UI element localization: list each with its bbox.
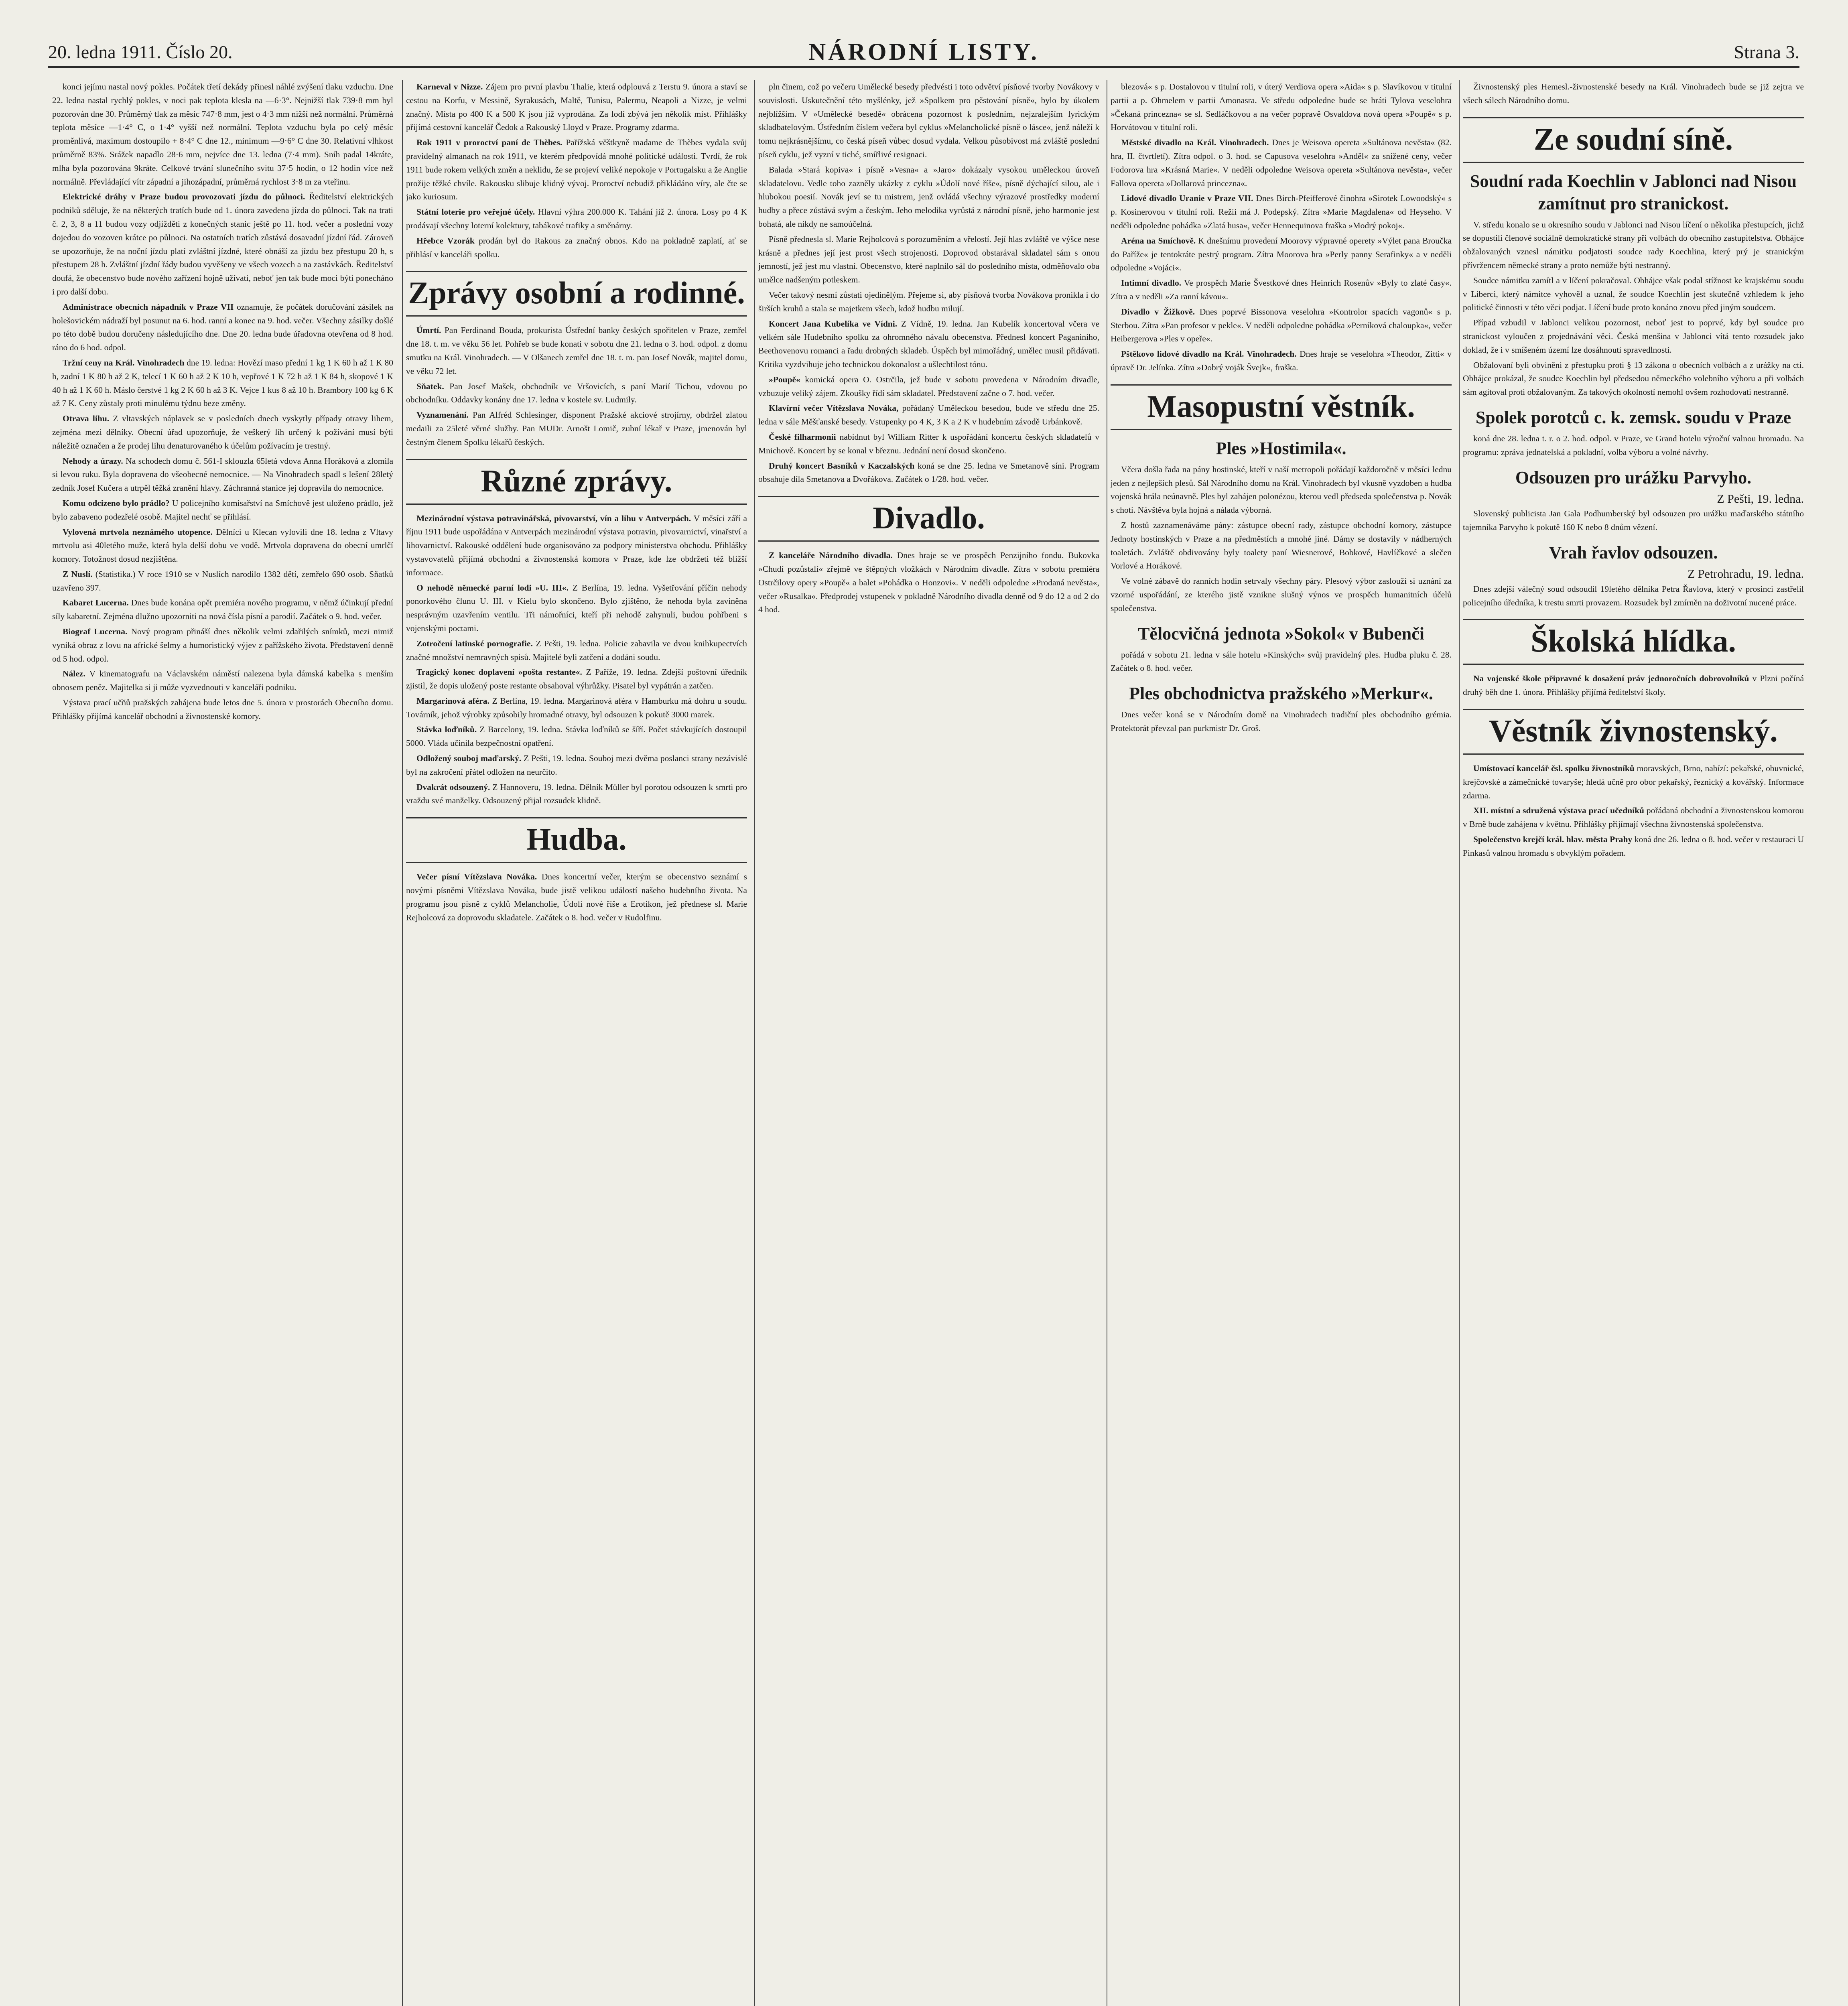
section-heading-school: Školská hlídka.: [1463, 619, 1804, 665]
article: [406, 752, 747, 779]
article-paragraph: Dnes večer koná se v Národním domě na Vinohradech tradiční ples obchodního grémia. Protektorát převzal pan purkmistr Dr. Groš.: [1111, 710, 1452, 733]
article-paragraph: Soudce námitku zamítl a v líčení pokračoval. Obhájce však podal stížnost ke krajskému soudu v Liberci, který námitce vyhověl a uznal, že soudce Koechlin jest skutečně vzhledem k jeho politické činnosti v této věci podjat. Líčení bude proto konáno znovu před jiným soudcem.: [1463, 275, 1804, 313]
article-title: Druhý koncert Basníků v Kaczalských: [769, 461, 915, 471]
article: [1111, 136, 1452, 190]
article: [52, 455, 393, 495]
article-text: Dělníci u Klecan vylovili dne 18. ledna z Vltavy mrtvolu asi 40letého muže, která byla delší dobu ve vodě. Mrtvola dopravena do obecní umrlčí komory. Totožnost dosud nezjištěna.: [52, 527, 393, 564]
column-3: [758, 80, 1099, 2006]
article-text: Dnes bude konána opět premiéra nového programu, v němž účinkují přední síly kabaretní. Zejména dlužno upozorniti na nová čísla písní a parodií. Začátek o 9. hod. večer.: [52, 598, 393, 621]
article-paragraph: Obžalovaní byli obviněni z přestupku proti § 13 zákona o obecních volbách a z urážky na cti. Obhájce prokázal, že soudce Koechlin byl předsedou německého volebního výboru a při volbách sám agitoval proti obžalovaným. Za takových okolností nemohl ovšem rozhodovati nestranně.: [1463, 360, 1804, 397]
article-paragraph: Písně přednesla sl. Marie Rejholcová s porozuměním a vřelostí. Její hlas zvláště ve výšce nese krásně a přednes její jest prost všech strojenosti. Doprovod obstarával skladatel sám s onou jemností, jež jest mu vlastní. Obecenstvo, které naplnilo sál do posledního místa, odměňovalo oba umělce nadšeným potleskem.: [758, 234, 1099, 285]
article: [406, 80, 747, 134]
article-title: Umístovací kancelář čsl. spolku živnostníků: [1473, 763, 1635, 773]
article-text: Pan Josef Mašek, obchodník ve Vršovicích, s paní Marií Tichou, vdovou po obchodníku. Oddavky konány dne 17. ledna v kostele sv. Ludmily.: [406, 381, 747, 405]
page-number: Strana 3.: [1734, 42, 1799, 62]
article-title: Karneval v Nizze.: [416, 82, 483, 91]
article-paragraph: Z hostů zaznamenáváme pány: zástupce obecní rady, zástupce obchodní komory, zástupce Jednoty hostinských v Praze a na předměstích a mnohé jiné. Dámy se dostavily v nádherných toaletách. Zvláště obdivovány byly toalety paní Wiesnerové, Bobkové, Havlíčkové a slečen Vorlové a Horákové.: [1111, 520, 1452, 571]
article: [758, 430, 1099, 458]
article: [1111, 305, 1452, 346]
article-text: koná dne 26. ledna o 8. hod. večer v restauraci U Pinkasů valnou hromadu s obvyklým pořadem.: [1463, 834, 1804, 858]
article: [52, 497, 393, 524]
article-title: Zotročení latinské pornografie.: [416, 638, 533, 648]
article: [52, 412, 393, 453]
article: [406, 136, 747, 204]
section-heading-trade: Věstník živnostenský.: [1463, 709, 1804, 755]
article-text: Z Berlína, 19. ledna. Margarinová aféra v Hamburku má dohru u soudu. Továrník, jehož výrobky způsobily hromadné otravy, byl odsouzen k pokutě 3000 marek.: [406, 696, 747, 719]
article-text: Z Pešti, 19. ledna. Policie zabavila ve dvou knihkupectvích značné množství nemravných spisů. Majitelé byli zatčeni a dodáni soudu.: [406, 638, 747, 662]
article-title: Kabaret Lucerna.: [63, 598, 129, 608]
article-text: oznamuje, že počátek doručování zásilek na holešovickém nádraží byl posunut na 6. hod. ranní a konec na 9. hod. večer. Všechny zásilky došlé po této době budou doručeny následujícího dne. Dne 20. ledna bude úřadovna otevřena od 8 hod. ráno do 6 hod. odpol.: [52, 302, 393, 353]
article-title: Mezinárodní výstava potravinářská, pivovarství, vín a lihu v Antverpách.: [416, 513, 691, 523]
article: [52, 526, 393, 566]
article: [52, 667, 393, 694]
article-title: Na vojenské škole připravné k dosažení práv jednoročních dobrovolníků: [1473, 674, 1749, 684]
article: [1463, 804, 1804, 831]
article-paragraph: Ve volné zábavě do ranních hodin setrvaly všechny páry. Plesový výbor zaslouží si uznání za vzorné uspořádání, ze kterého jistě vznikne slušný výnos ve prospěch humanitních účelů společenstva.: [1111, 576, 1452, 613]
section-heading-theatre: Divadlo.: [758, 496, 1099, 542]
article-text: U policejního komisařství na Smíchově jest uloženo prádlo, jež bylo zabaveno podezřelé osobě. Majitel nechť se přihlásí.: [52, 498, 393, 522]
article-title: Pštěkovo lidové divadlo na Král. Vinohradech.: [1121, 349, 1297, 359]
column-4: [1111, 80, 1452, 2006]
article-title: »Poupě«: [769, 374, 800, 384]
article-text: Dnes je Weisova opereta »Sultánova nevěsta« (82. hra, II. čtvrtletí). Zítra odpol. o 3. hod. se Capusova veselohra »Anděl« za snížené ceny, večer Fodorova hra »Krásná Marie«. V neděli odpoledne Weisova opereta »Sultánova nevěsta«, večer Fallova opereta »Dollarová princezna«.: [1111, 138, 1452, 188]
article: [758, 549, 1099, 617]
article-text: Ředitelství elektrických podniků sděluje, že na některých tratích bude od 1. února zavedena jízda do půlnoci. Tak na trati č. 2, 3, 8 a 11 budou vozy odjížděti z konečných stanic ještě po 11. hod. večer a poslední vozy dojedou do vozoven krátce po půlnoci. Na ostatních tratích zůstává dosavadní jízdní řád. Zároveň se upozorňuje, že na noční jízdu platí zvláštní jízdné, které obnáší za jízdu bez přestupu 20 h, s přestupem 28 h. Zvláštní jízdní řády budou vyvěšeny ve všech vozech a na zastávkách. Ředitelství doufá, že obecenstvo bude nového zařízení hojně užívati, neboť jen tak bude moci býti ponecháno i pro další dobu.: [52, 192, 393, 296]
article-paragraph: Včera došla řada na pány hostinské, kteří v naší metropoli pořádají každoročně v měsíci lednu jeden z nejlepších plesů. Sál Národního domu na Král. Vinohradech byl vkusně vyzdoben a hudba vojenská hrála neúnavně. Ples byl zahájen polonézou, kterou vedl předseda společenstva p. Novák s chotí. Návštěva byla hojná a nálada výborná.: [1111, 464, 1452, 515]
article: [758, 402, 1099, 429]
column-1: [52, 80, 393, 2006]
article-text: dne 19. ledna: Hovězí maso přední 1 kg 1 K 60 h až 1 K 80 h, zadní 1 K 80 h až 2 K, telecí 1 K 60 h až 2 K 10 h, vepřové 1 K 72 h až 1 K 84 h, skopové 1 K 40 h až 1 K 60 h. Máslo čerstvé 1 kg 2 K 60 h až 3 K. Vejce 1 kus 8 až 10 h. Brambory 100 kg 6 K až 7 K. Ceny zůstaly proti minulému týdnu beze změny.: [52, 357, 393, 408]
article-text: Nový program přináší dnes několik velmi zdařilých snímků, mezi nimiž vyniká obraz z lovu na africké šelmy a humoristický výjev z pařížského života. Představení denně od 5 hod. odpol.: [52, 627, 393, 664]
article-title: Koncert Jana Kubelíka ve Vídni.: [769, 319, 898, 329]
section-heading-carnival: Masopustní věstník.: [1111, 384, 1452, 430]
article-title: Vylovená mrtvola neznámého utopence.: [63, 527, 213, 537]
article: [1463, 762, 1804, 802]
article-title: Biograf Lucerna.: [63, 627, 128, 637]
article-paragraph: koná dne 28. ledna t. r. o 2. hod. odpol. v Praze, ve Grand hotelu výroční valnou hromadu. Na programu: zpráva jednatelská a pokladní, volba výboru a volné návrhy.: [1463, 433, 1804, 457]
subheading: Soudní rada Koechlin v Jablonci nad Nisou zamítnut pro stranickost.: [1470, 171, 1797, 213]
article-title: Společenstvo krejčí král. hlav. města Prahy: [1473, 834, 1633, 844]
article-text: (Statistika.) V roce 1910 se v Nuslích narodilo 1382 dětí, zemřelo 690 osob. Sňatků uzavřeno 397.: [52, 569, 393, 593]
article-paragraph: Večer takový nesmí zůstati ojedinělým. Přejeme si, aby písňová tvorba Novákova pronikla i do širších kruhů a stala se majetkem všech, kdož hudbu milují.: [758, 290, 1099, 313]
section-heading-court: Ze soudní síně.: [1463, 117, 1804, 163]
article-title: Tržní ceny na Král. Vinohradech: [63, 357, 185, 367]
article: [406, 205, 747, 233]
article-title: Komu odcizeno bylo prádlo?: [63, 498, 170, 508]
article: [758, 459, 1099, 487]
article: [406, 234, 747, 262]
article-title: Intimní divadlo.: [1121, 278, 1182, 288]
column-5: [1463, 80, 1804, 2006]
article: [406, 581, 747, 636]
section-heading-misc: Různé zprávy.: [406, 459, 747, 505]
article: [52, 190, 393, 298]
article-text: Z Berlína, 19. ledna. Vyšetřování příčin nehody ponorkového člunu U. III. v Kielu bylo skončeno. Bylo zjištěno, že nehoda byla zaviněna nesprávným uzavřením ventilu. Tři námořníci, kteří při nehodě zahynuli, budou pohřbeni s vojenskými poctami.: [406, 583, 747, 633]
article: [52, 300, 393, 355]
article-text: prodán byl do Rakous za značný obnos. Kdo na pokladně zaplatí, ať se přihlásí v kanceláři spolku.: [406, 236, 747, 259]
article-title: O nehodě německé parní lodi »U. III«.: [416, 583, 569, 593]
article-text: Dnes hraje se ve prospěch Penzijního fondu. Bukovka »Chudí pozůstalí« zřejmě ve štěpných vložkách v Národním divadle. Zítra v sobotu premiéra Ostrčilovy opery »Poupě« a balet »Pohádka o Honzovi«. V neděli odpoledne »Prodaná nevěsta«, večer »Rusalka«. Předprodej vstupenek v pokladně Národního divadla denně od 9 do 12 a od 2 do 4 hod.: [758, 550, 1099, 615]
article-title: Vyznamenání.: [416, 410, 469, 420]
article-text: v Plzni počíná druhý běh dne 1. února. Přihlášky přijímá ředitelství školy.: [1463, 674, 1804, 697]
masthead: NÁRODNÍ LISTY.: [808, 39, 1040, 65]
article-title: Nehody a úrazy.: [63, 456, 123, 466]
article-text: Na schodech domu č. 561-I sklouzla 65letá vdova Anna Horáková a zlomila si levou ruku. Byla dopravena do všeobecné nemocnice. — Na Vinohradech spadl s lešení 28letý zedník Josef Kučera a utrpěl těžká zranění hlavy. Záchranná stanice jej dopravila do nemocnice.: [52, 456, 393, 493]
article: [406, 694, 747, 722]
article-paragraph: pln činem, což po večeru Umělecké besedy předvésti i toto odvětví písňové tvorby Novákovy v souvislosti. Uskutečnění této myšlénky, jež »Spolkem pro pěstování písně«, bylo by úkolem nejblížším. V »Umělecké besedě« obrácena pozornost k posledním, nejzralejším lyrickým skladbatelovým. Ústředním číslem večera byl cyklus »Melancholické písně o lásce«, jenž náleží k tomu nejkrásnějšímu, co česká píseň vůbec dosud vydala. Velkou působivost má zvláště poslední píseň cyklu, jež vyzní v tiché, smířlivé resignaci.: [758, 82, 1099, 159]
article-title: Administrace obecních nápadník v Praze VII: [63, 302, 234, 312]
column-rule: [1459, 80, 1460, 2006]
article: [52, 568, 393, 595]
article-title: Stávka loďníků.: [416, 725, 477, 735]
subheading: Vrah řavlov odsouzen.: [1549, 542, 1718, 562]
article-title: Elektrické dráhy v Praze budou provozovati jízdu do půlnoci.: [63, 192, 305, 202]
column-2: [406, 80, 747, 2006]
article: [1111, 276, 1452, 304]
article-title: Nález.: [63, 669, 85, 679]
article: [406, 637, 747, 664]
article-paragraph: Živnostenský ples Hemesl.-živnostenské besedy na Král. Vinohradech bude se již zejtra ve všech sálech Národního domu.: [1463, 82, 1804, 105]
article-title: Městské divadlo na Král. Vinohradech.: [1121, 138, 1269, 148]
article: [406, 324, 747, 378]
article-text: Pařížská věštkyně madame de Thèbes vydala svůj pravidelný almanach na rok 1911, ve kterém předpovídá mnohé politické události. Tvrdí, že rok 1911 bude rokem velkých změn a neklidu, že se projeví veliké nepokoje v Portugalsku a že Anglie prožije těžké chvíle. Rakousku slibuje klidný vývoj. Proroctví nebudiž přikládáno víry, ale čte se jako kuriosum.: [406, 138, 747, 202]
article-title: České filharmonii: [769, 432, 836, 442]
article-title: Večer písní Vítězslava Nováka.: [416, 872, 537, 882]
article-title: Hřebce Vzorák: [416, 236, 475, 246]
article-text: Dnes Birch-Pfeifferové činohra »Sirotek Lowoodský« s p. Kosinerovou v titulní roli. Režii má J. Podepský. Zítra »Marie Magdalena« od Heyseho. V neděli odpoledne pohádka »Zlatá husa«, večer Hennequinova fraška »Modrý pokoj«.: [1111, 193, 1452, 230]
article: [758, 373, 1099, 400]
article-title: Úmrtí.: [416, 325, 441, 335]
article-paragraph: konci jejímu nastal nový pokles. Počátek třetí dekády přinesl náhlé zvýšení tlaku vzduchu. Dne 22. ledna nastal rychlý pokles, v noci pak teplota klesla na —6·3°. Nejnižší tlak 739·8 mm byl pozorován dne 30. Průměrný tlak za měsíc 747·8 mm, jest o 4·3 mm nižší než normální. Průměrná teplota měsíce —1·4° C, o 1·4° vyšší než normální. Teplota vzduchu byla po celý měsíc proměnlivá, maximum dostoupilo + 8·4° C dne 12., minimum —9·6° C dne 30. Relativní vlhkost průměrně 83%. Srážek napadlo 28·6 mm, nejvíce dne 13. ledna (7·4 mm). Sníh padal 14kráte, mlha byla pozorována 9kráte. Celkové trvání slunečního svitu 37·5 hodin, o 12 hodin více než normálně. Převládající vítr západní a jihozápadní, průměrná rychlost 3·8 m za vteřinu.: [52, 82, 393, 187]
article-paragraph: Případ vzbudil v Jablonci velikou pozornost, neboť jest to poprvé, kdy byl soudce pro stranickost vyloučen z projednávání věci. Česká menšina v Jablonci vítá tento rozsudek jako doklad, že i v smíšeném území lze dosáhnouti spravedlnosti.: [1463, 318, 1804, 355]
article: [406, 870, 747, 924]
article-title: Dvakrát odsouzený.: [416, 782, 490, 792]
dateline: Z Pešti, 19. ledna.: [1717, 492, 1804, 506]
article-title: Státní loterie pro veřejné účely.: [416, 207, 535, 217]
article-title: Otrava lihu.: [63, 414, 110, 424]
article-text: Hlavní výhra 200.000 K. Tahání již 2. února. Losy po 4 K prodávají všechny loterní kolektury, tabákové trafiky a směnárny.: [406, 207, 747, 230]
article: [406, 380, 747, 407]
article: [1111, 234, 1452, 275]
dateline: Z Petrohradu, 19. ledna.: [1688, 567, 1804, 581]
article-title: Tragický konec doplavení »pošta restante«.: [416, 667, 582, 677]
article-title: Divadlo v Žižkově.: [1121, 307, 1195, 317]
column-rule: [754, 80, 755, 2006]
article-text: V měsíci září a říjnu 1911 bude uspořádána v Antverpách mezinárodní výstava potravin, pivovarnictví, vinařství a lihovarnictví. Rakouské oddělení bude organisováno za podpory ministerstva obchodu. Přihlášky vystavovatelů přijímá obchodní a živnostenská komora v Praze, kde lze obdržeti též bližší informace.: [406, 513, 747, 577]
article: [52, 625, 393, 666]
article-title: XII. místní a sdružená výstava prací učedníků: [1473, 806, 1645, 816]
article: [406, 723, 747, 750]
article-title: Aréna na Smíchově.: [1121, 236, 1196, 246]
article-title: Odložený souboj maďarský.: [416, 753, 522, 763]
article-text: Ve prospěch Marie Švestkové dnes Heinrich Rosenův »Byly to zlaté časy«. Zítra a v neděli »Za ranní kávou«.: [1111, 278, 1452, 301]
article-paragraph: Dnes zdejší válečný soud odsoudil 19letého dělníka Petra Řavlova, který v prosinci zastřelil policejního úředníka, k trestu smrti provazem. Rozsudek byl zmírněn na doživotní nucené práce.: [1463, 584, 1804, 607]
article-text: Z vltavských náplavek se v posledních dnech vyskytly případy otravy lihem, zejména mezi dělníky. Obecní úřad upozorňuje, že veškerý líh určený k požívání musí býti náležitě označen a že prodej lihu denaturovaného k účelům požívacím je trestný.: [52, 414, 393, 451]
article-text: pořádaný Uměleckou besedou, bude ve středu dne 25. ledna v sále Měšťanské besedy. Vstupenky po 4 K, 3 K a 2 K v hudebním závodě Urbánkově.: [758, 403, 1099, 427]
subheading: Odsouzen pro urážku Parvyho.: [1515, 467, 1752, 487]
article-text: Z Barcelony, 19. ledna. Stávka loďníků se šíří. Počet stávkujících dostoupil 5000. Vláda učinila bezpečnostní opatření.: [406, 725, 747, 748]
subheading: Ples »Hostimila«.: [1216, 438, 1346, 458]
article-paragraph: Výstava prací učňů pražských zahájena bude letos dne 5. února v prostorách Obecního domu. Přihlášky přijímá kancelář obchodní a živnostenské komory.: [52, 698, 393, 721]
article-title: Lidové divadlo Uranie v Praze VII.: [1121, 193, 1253, 203]
date-issue: 20. ledna 1911. Číslo 20.: [48, 42, 233, 62]
article-paragraph: Balada »Stará kopiva« i písně »Vesna« a »Jaro« dokázaly vysokou uměleckou úroveň skladatelovu. Vedle toho zazněly ukázky z cyklu »Údolí nové říše«, písně dýchající silou, ale i hlubokou poesií. Novák jeví se tu mistrem, jenž ovládá všechny výrazové prostředky moderní hudby a přece zůstává svým a českým. Jeho melodika vyrůstá z národní písně, jeho harmonie jest bohatá, ale nikdy ne samoúčelná.: [758, 164, 1099, 229]
article-title: Z Nuslí.: [63, 569, 93, 579]
article-text: Dnes hraje se veselohra »Theodor, Zitti« v úpravě Dr. Jelínka. Zítra »Dobrý voják Švejk«, fraška.: [1111, 349, 1452, 372]
article-title: Margarinová aféra.: [416, 696, 489, 706]
article-text: Z Vídně, 19. ledna. Jan Kubelík koncertoval včera ve velkém sále Hudebního spolku za ohromného návalu obecenstva. Přednesl koncert Paganiniho, Beethovenovu romanci a řadu drobných skladeb. Úspěch byl mimořádný, umělec musil přidávati. Kritika vyzdvihuje jeho technickou dokonalost a ušlechtilost tónu.: [758, 319, 1099, 369]
article-text: K dnešnímu provedení Moorovy výpravné operety »Výlet pana Broučka do Paříže« je tentokráte pestrý program. Zítra Moorova hra »Perly panny Serafinky« a v neděli odpoledne »Vojáci«.: [1111, 236, 1452, 273]
article: [52, 356, 393, 410]
article-text: Zájem pro první plavbu Thalie, která odplouvá z Terstu 9. února a staví se cestou na Korfu, v Messině, Syrakusách, Maltě, Tunisu, Palermu, Neapoli a Nizze, je velmi značný. Místa po 400 K a 500 K jsou již vyprodána. Za lodí zbývá jen několik míst. Přihlášky přijímá cestovní kancelář Čedok a Rakouský Lloyd v Praze. Programy zdarma.: [406, 82, 747, 132]
subheading: Ples obchodnictva pražského »Merkur«.: [1129, 684, 1433, 704]
article-text: Dnes koncertní večer, kterým se obecenstvo seznámí s novými písněmi Vítězslava Nováka, bude jistě velikou událostí našeho hudebního života. Na programu jsou písně z cyklů Melancholie, Údolí nové říše a Erotikon, jež přednese sl. Marie Rejholcová za doprovodu skladatele. Začátek o 8. hod. večer v Rudolfinu.: [406, 872, 747, 922]
article: [758, 317, 1099, 372]
page-header: [48, 38, 1799, 68]
article-text: Pan Ferdinand Bouda, prokurista Ústřední banky českých spořitelen v Praze, zemřel dne 18. t. m. ve věku 56 let. Pohřeb se bude konati v sobotu dne 21. ledna o 3. hod. odpol. z domu smutku na Král. Vinohradech. — V Olšanech zemřel dne 18. t. m. pan Josef Novák, majitel domu, ve věku 72 let.: [406, 325, 747, 376]
column-rule: [402, 80, 403, 2006]
article-text: pořádaná obchodní a živnostenskou komorou v Brně bude zahájena v květnu. Přihlášky přijímají všechna živnostenská společenstva.: [1463, 806, 1804, 829]
article-text: moravských, Brno, nabízí: pekařské, obuvnické, krejčovské a zámečnické tovaryše; hledá učně pro obor pekařský, řeznický a kovářský. Informace zdarma.: [1463, 763, 1804, 800]
article: [406, 781, 747, 808]
article-text: Z Hannoveru, 19. ledna. Dělník Müller byl porotou odsouzen k smrti pro vraždu své manželky. Odsouzený přijal rozsudek klidně.: [406, 782, 747, 806]
article: [406, 408, 747, 449]
article-title: Z kanceláře Národního divadla.: [769, 550, 893, 560]
article-paragraph: pořádá v sobotu 21. ledna v sále hotelu »Kinských« svůj pravidelný ples. Hudba pluku č. 28. Začátek o 8. hod. večer.: [1111, 650, 1452, 673]
subheading: Spolek porotců c. k. zemsk. soudu v Praze: [1475, 407, 1791, 427]
article-text: Pan Alfréd Schlesinger, disponent Pražské akciové strojírny, obdržel zlatou medaili za 25leté věrné služby. Pan MUDr. Arnošt Lomič, zubní lékař v Praze, jmenován byl čestným členem Spolku lékařů českých.: [406, 410, 747, 447]
section-heading-music: Hudba.: [406, 817, 747, 863]
article-paragraph: blezová« s p. Dostalovou v titulní roli, v úterý Verdiova opera »Aida« s p. Slavíkovou v titulní partii a p. Ohmelem v partii Amonasra. Ve středu odpoledne bude se hráti Tylova veselohra »Čekaná princezna« se sl. Sedláčkovou a na večer popravě Osvaldova nová opera »Poupě« s p. Horvátovou v titulní roli.: [1111, 82, 1452, 132]
article-text: Dnes poprvé Bissonova veselohra »Kontrolor spacích vagonů« s p. Sterbou. Zítra »Pan profesor v pekle«. V neděli odpoledne pohádka »Perníková chaloupka«, večer Heibergerova »Ples v opeře«.: [1111, 307, 1452, 344]
article-text: Z Pešti, 19. ledna. Souboj mezi dvěma poslanci strany nezávislé byl na zakročení přátel odložen na neurčito.: [406, 753, 747, 777]
article: [406, 512, 747, 580]
section-heading-personal: Zprávy osobní a rodinné.: [406, 271, 747, 317]
article-text: Z Paříže, 19. ledna. Zdejší poštovní úředník zjistil, že dopis uložený poste restante obsahoval výhrůžky. Pisatel byl vypátrán a zatčen.: [406, 667, 747, 691]
article-text: nabídnut byl William Ritter k uspořádání koncertu českých skladatelů v Mnichově. Koncert by se konal v březnu. Jednání není dosud skončeno.: [758, 432, 1099, 455]
article: [52, 596, 393, 623]
article-paragraph: Slovenský publicista Jan Gala Podhumberský byl odsouzen pro urážku maďarského státního tajemníka Parvyho k pokutě 160 K nebo 8 dnům vězení.: [1463, 509, 1804, 532]
article: [1463, 833, 1804, 860]
article-paragraph: V. středu konalo se u okresního soudu v Jablonci nad Nisou líčení o několika přestupcích, jichž se dopustili členové sociálně demokratické strany při volbách do obecního zastupitelstva. Obhájce obžalovaných vznesl námitku podjatosti soudce rady Koechlina, který prý je stranickým přívržencem německé strany a proto nemůže býti nestranný.: [1463, 219, 1804, 270]
article-title: Sňatek.: [416, 381, 444, 391]
article-text: koná se dne 25. ledna ve Smetanově síni. Program obsahuje díla Smetanova a Dvořákova. Začátek o 1/28. hod. večer.: [758, 461, 1099, 484]
article: [1463, 672, 1804, 699]
article: [406, 666, 747, 693]
article-text: komická opera O. Ostrčila, jež bude v sobotu provedena v Národním divadle, vzbuzuje veliký zájem. Zkoušky řídí sám skladatel. Představení začne o 7. hod. večer.: [758, 374, 1099, 398]
article: [1111, 347, 1452, 375]
article-title: Klavírní večer Vítězslava Nováka,: [769, 403, 899, 413]
article-title: Rok 1911 v proroctví paní de Thèbes.: [416, 138, 563, 148]
article: [1111, 192, 1452, 232]
article-text: V kinematografu na Václavském náměstí nalezena byla dámská kabelka s menším obnosem peněz. Majitelka si ji může vyzvednouti v kanceláři podniku.: [52, 669, 393, 692]
subheading: Tělocvičná jednota »Sokol« v Bubenči: [1138, 623, 1424, 644]
